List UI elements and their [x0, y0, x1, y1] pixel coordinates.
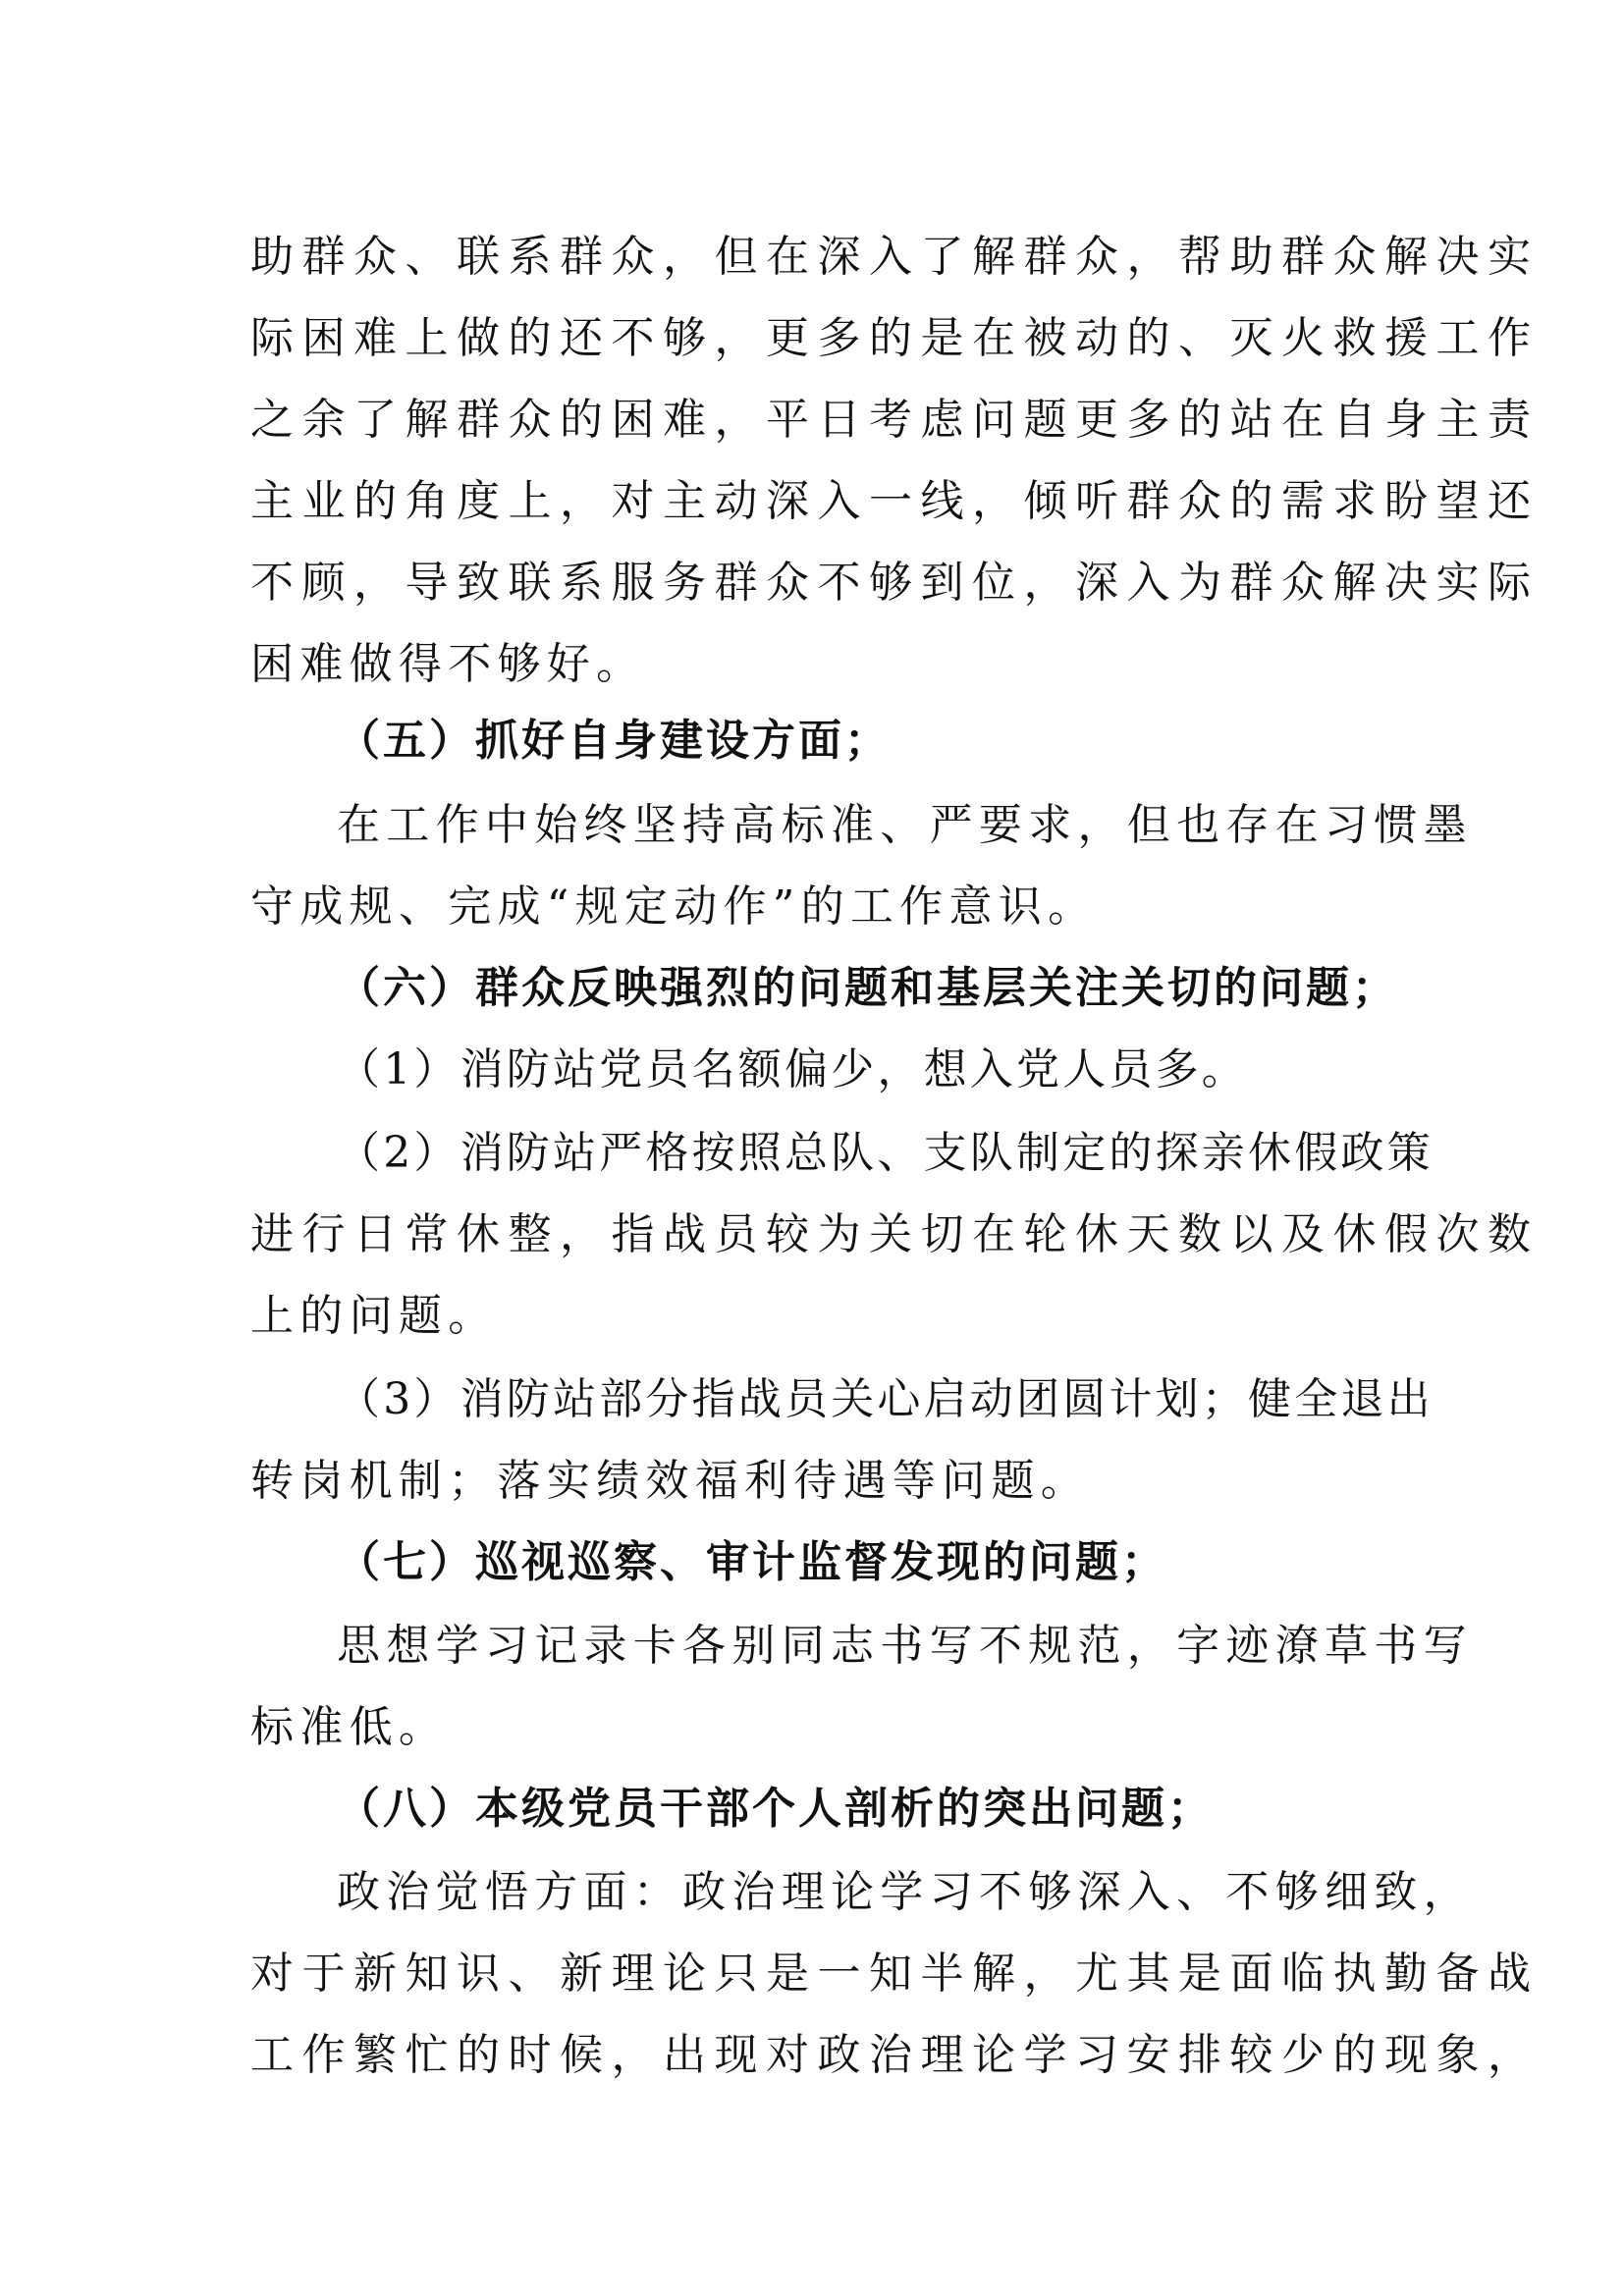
paragraph-line: 进行日常休整，指战员较为关切在轮休天数以及休假次数: [250, 1209, 1540, 1259]
paragraph-line: 际困难上做的还不够，更多的是在被动的、灭火救援工作: [250, 313, 1540, 363]
paragraph-line: 标准低。: [250, 1702, 449, 1752]
paragraph-line: 困难做得不够好。: [250, 639, 646, 689]
paragraph-line: 工作繁忙的时候，出现对政治理论学习安排较少的现象，: [250, 2030, 1540, 2080]
paragraph-line: 政治觉悟方面：政治理论学习不够深入、不够细致，: [337, 1867, 1473, 1917]
section-heading-5: （五）抓好自身建设方面；: [337, 716, 891, 766]
paragraph-line: 之余了解群众的困难，平日考虑问题更多的站在自身主责: [250, 395, 1540, 445]
paragraph-line: 主业的角度上，对主动深入一线，倾听群众的需求盼望还: [250, 476, 1540, 526]
section-heading-7: （七）巡视巡察、审计监督发现的问题；: [337, 1537, 1167, 1587]
paragraph-line: 思想学习记录卡各别同志书写不规范，字迹潦草书写: [337, 1621, 1473, 1671]
paragraph-line: 对于新知识、新理论只是一知半解，尤其是面临执勤备战: [250, 1949, 1540, 1999]
paragraph-line: 助群众、联系群众，但在深入了解群众，帮助群众解决实: [250, 232, 1540, 282]
paragraph-line: 守成规、完成“规定动作”的工作意识。: [250, 881, 1098, 932]
section-heading-8: （八）本级党员干部个人剖析的突出问题；: [337, 1784, 1214, 1834]
section-heading-6: （六）群众反映强烈的问题和基层关注关切的问题；: [337, 963, 1398, 1013]
paragraph-line: 在工作中始终坚持高标准、严要求，但也存在习惯墨: [337, 800, 1473, 850]
paragraph-line: 转岗机制；落实绩效福利待遇等问题。: [250, 1456, 1091, 1506]
list-item: （3）消防站部分指战员关心启动团圆计划；健全退出: [337, 1374, 1434, 1424]
paragraph-line: 不顾，导致联系服务群众不够到位，深入为群众解决实际: [250, 558, 1540, 608]
paragraph-line: 上的问题。: [250, 1291, 498, 1341]
list-item: （1）消防站党员名额偏少，想入党人员多。: [337, 1044, 1248, 1095]
list-item: （2）消防站严格按照总队、支队制定的探亲休假政策: [337, 1128, 1434, 1178]
